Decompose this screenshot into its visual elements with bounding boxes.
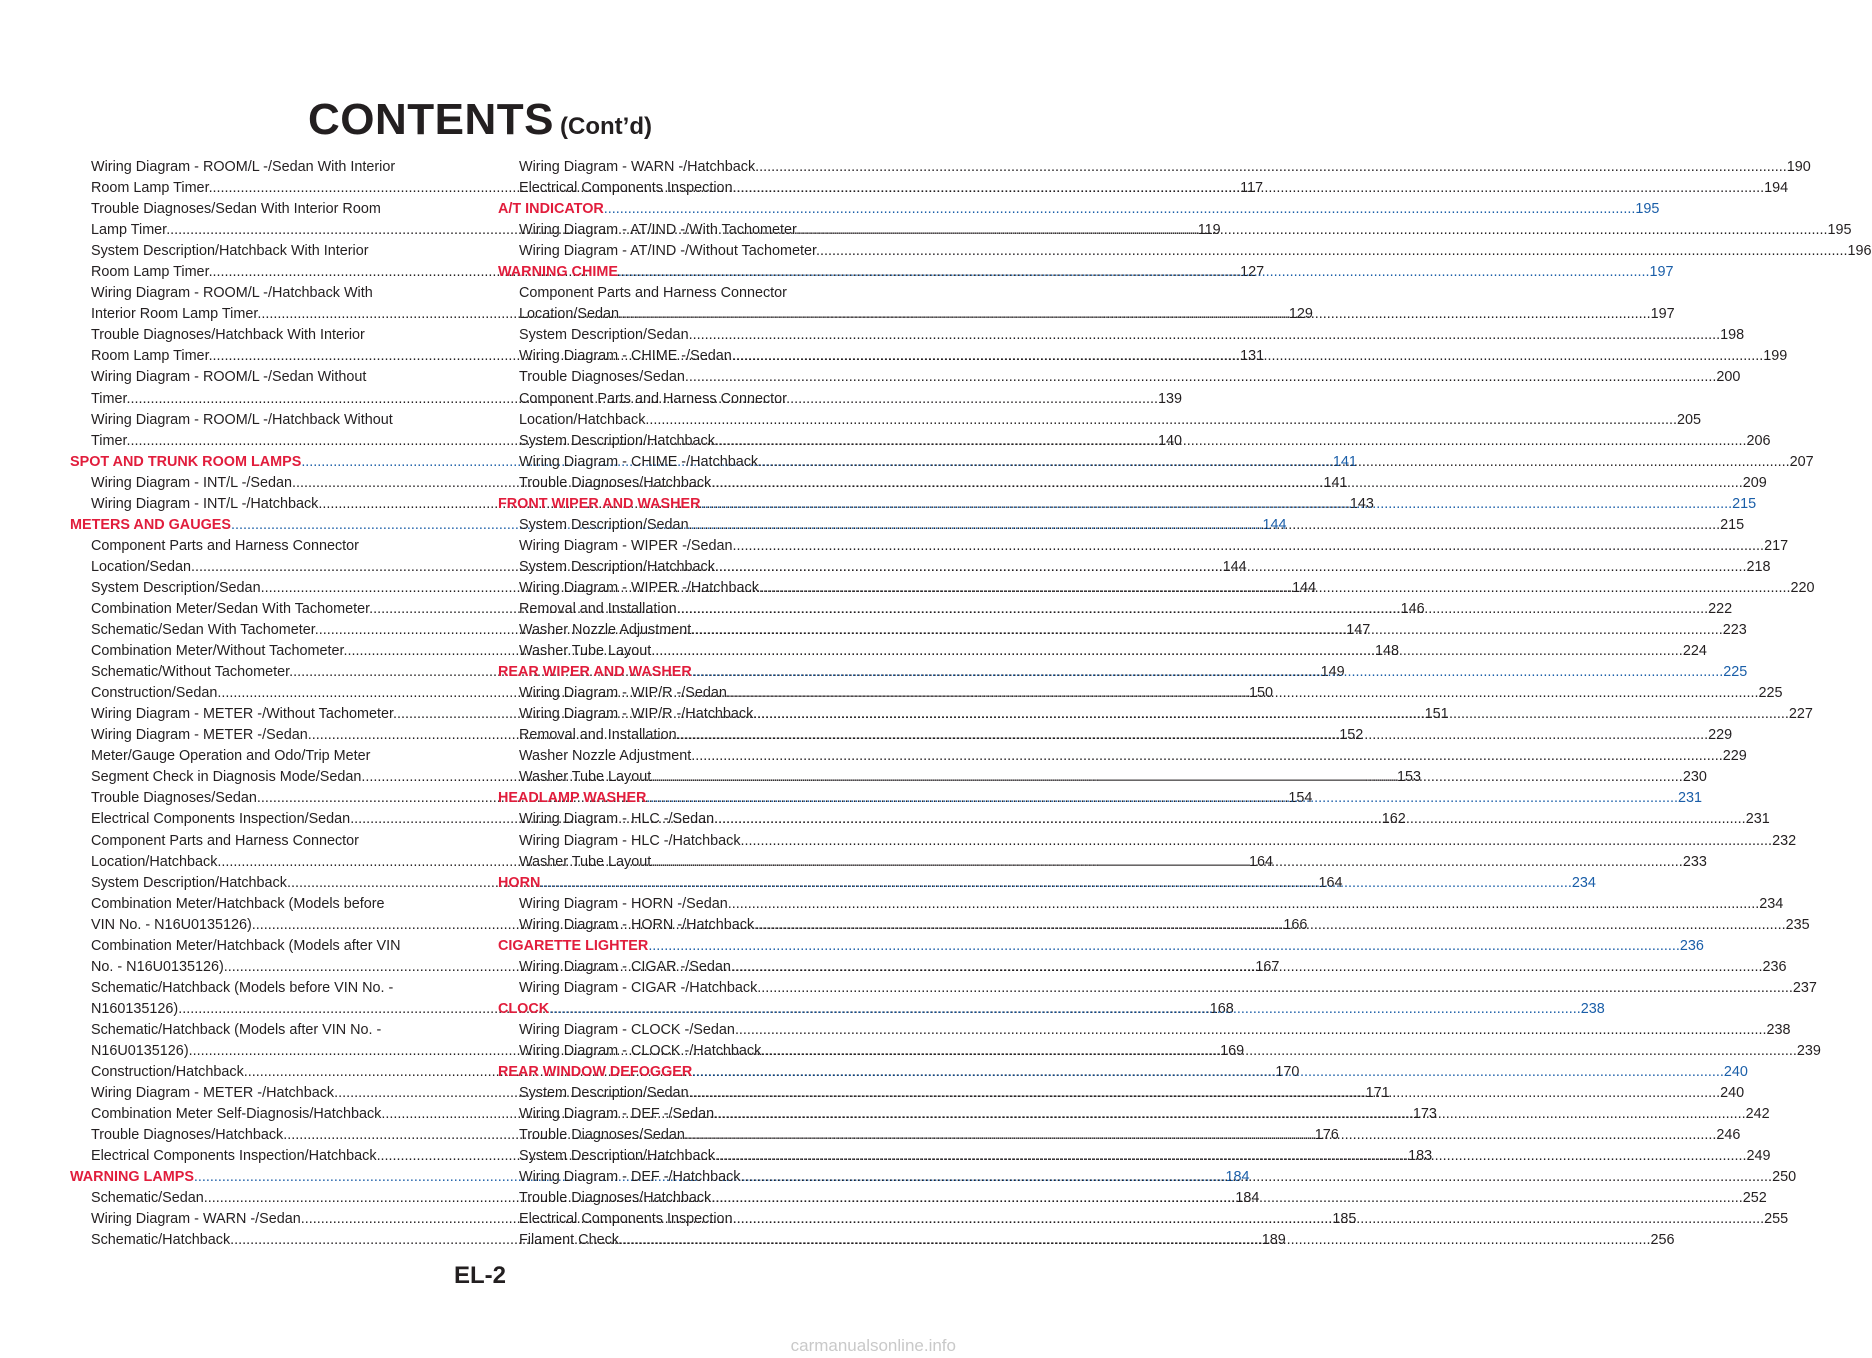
dot-leader — [689, 517, 1721, 533]
toc-page-number: 170 — [1275, 1064, 1300, 1081]
toc-entry-label: Combination Meter/Sedan With Tachometer — [91, 600, 370, 617]
toc-page-number: 223 — [1722, 622, 1747, 639]
toc-entry-label: Wiring Diagram - WARN -/Hatchback — [519, 159, 756, 175]
toc-page-number: 235 — [1785, 916, 1810, 933]
toc-entry-label: Wiring Diagram - ROOM/L -/Sedan With Interior — [91, 159, 396, 175]
toc-page-number: 220 — [1790, 579, 1815, 596]
toc-page-number: 242 — [1745, 1106, 1770, 1123]
toc-entry-label: CIGARETTE LIGHTER — [498, 937, 649, 954]
toc-entry-label: Washer Tube Layout — [519, 769, 652, 786]
toc-entry-label: System Description/Hatchback — [519, 1148, 715, 1165]
toc-entry[interactable] — [498, 241, 1872, 262]
toc-entry-label: N16U0135126) — [91, 1042, 189, 1059]
toc-entry[interactable] — [498, 894, 1784, 915]
toc-page-number: 147 — [1346, 622, 1371, 639]
toc-page-number: 151 — [1424, 706, 1449, 723]
toc-entry-line — [519, 1020, 1791, 1041]
toc-page-number: 144 — [1262, 516, 1287, 533]
dot-leader — [757, 706, 1789, 722]
toc-entry-line — [519, 389, 864, 410]
toc-page-number: 232 — [1772, 832, 1797, 849]
toc-entry-label: N160135126) — [91, 1000, 179, 1017]
dot-leader — [692, 1064, 1724, 1080]
toc-entry-label: Wiring Diagram - CHIME -/Hatchback — [519, 453, 759, 470]
toc-entry-label: Room Lamp Timer — [91, 180, 209, 197]
dot-leader — [754, 917, 1786, 933]
toc-page-number: 148 — [1375, 643, 1400, 660]
toc-entry-line — [91, 894, 464, 915]
toc-page-number: 117 — [1240, 180, 1264, 197]
toc-entry-label: Trouble Diagnoses/Hatchback — [519, 1190, 712, 1207]
toc-entry-line — [498, 199, 1660, 220]
toc-page-number: 143 — [1349, 495, 1374, 512]
toc-page-number: 233 — [1682, 853, 1707, 870]
dot-leader — [692, 664, 1724, 680]
toc-entry-label: System Description/Hatchback — [519, 558, 715, 575]
toc-entry-label: System Description/Hatchback With Interior — [91, 243, 369, 260]
toc-entry-label: Washer Tube Layout — [519, 643, 652, 660]
toc-entry-label: Timer — [91, 390, 127, 407]
toc-entry-label: Wiring Diagram - METER -/Hatchback — [91, 1085, 335, 1102]
dot-leader — [685, 1127, 1717, 1143]
dot-leader — [711, 475, 1743, 491]
toc-entry-label: Electrical Components Inspection — [519, 180, 733, 197]
toc-entry-label: Wiring Diagram - INT/L -/Sedan — [91, 474, 292, 491]
dot-leader — [549, 1001, 1581, 1017]
toc-entry-label: Combination Meter/Hatchback (Models before — [91, 895, 385, 912]
toc-entry-line — [91, 936, 464, 957]
toc-page-number: 164 — [1318, 874, 1343, 891]
toc-section-heading[interactable] — [498, 936, 1704, 957]
toc-entry-label: Wiring Diagram - AT/IND -/With Tachometer — [519, 222, 796, 239]
toc-entry-label: WARNING LAMPS — [70, 1169, 194, 1186]
toc-page-number: 222 — [1708, 600, 1733, 617]
toc-entry-label: System Description/Sedan — [91, 579, 261, 596]
toc-entry-label: Washer Nozzle Adjustment — [519, 622, 692, 639]
dot-leader — [691, 622, 1723, 638]
dot-leader — [619, 306, 1651, 322]
toc-page-number: 144 — [1292, 579, 1317, 596]
toc-entry-line — [91, 283, 464, 304]
toc-entry-label: Wiring Diagram - METER -/Sedan — [91, 727, 308, 744]
toc-page-number: 234 — [1571, 874, 1596, 891]
dot-leader — [646, 790, 1678, 806]
toc-entry-label: FRONT WIPER AND WASHER — [498, 495, 701, 512]
toc-entry-label: Wiring Diagram - HLC -/Hatchback — [519, 832, 741, 849]
toc-entry-label: Wiring Diagram - WIP/R -/Sedan — [519, 685, 727, 702]
toc-page-number: 189 — [1261, 1232, 1286, 1249]
toc-entry-label: Trouble Diagnoses/Sedan — [91, 790, 257, 807]
dot-leader — [733, 1211, 1765, 1227]
dot-leader — [714, 1106, 1746, 1122]
toc-entry-line — [519, 746, 1747, 767]
toc-entry-label: Segment Check in Diagnosis Mode/Sedan. — [91, 769, 366, 786]
dot-leader — [651, 643, 1683, 659]
toc-entry-label: Combination Meter/Without Tachometer — [91, 643, 344, 660]
toc-page-number: 237 — [1792, 979, 1817, 996]
toc-entry[interactable] — [498, 157, 1811, 178]
toc-page-number: 184 — [1235, 1190, 1260, 1207]
dot-leader — [796, 222, 1828, 238]
dot-leader — [651, 854, 1683, 870]
toc-page-number: 131 — [1240, 348, 1265, 365]
toc-entry-label: Trouble Diagnoses/Hatchback With Interior — [91, 327, 365, 344]
toc-page-number: 141 — [1323, 474, 1348, 491]
toc-page-number: 173 — [1412, 1106, 1437, 1123]
toc-entry[interactable] — [498, 978, 1817, 999]
toc-page-number: 190 — [1786, 159, 1811, 175]
toc-page-number: 207 — [1789, 453, 1814, 470]
toc-entry-label: System Description/Sedan — [519, 516, 689, 533]
toc-entry-label: Electrical Components Inspection — [519, 1211, 733, 1228]
dot-leader — [715, 1148, 1747, 1164]
toc-entry-label: Component Parts and Harness Connector — [519, 390, 787, 407]
toc-entry-line — [498, 936, 1704, 957]
toc-entry-label: REAR WINDOW DEFOGGER — [498, 1064, 693, 1081]
toc-entry[interactable] — [498, 367, 1741, 388]
toc-page-number: 162 — [1381, 811, 1406, 828]
toc-entry-label: Room Lamp Timer — [91, 264, 209, 281]
toc-page-number: 252 — [1742, 1190, 1767, 1207]
toc-page-number: 196 — [1847, 243, 1872, 260]
dot-leader — [685, 369, 1717, 385]
toc-entry-label: Wiring Diagram - ROOM/L -/Sedan Without — [91, 369, 367, 386]
toc-entry-label: Location/Sedan — [91, 558, 192, 575]
toc-page-number: 197 — [1649, 264, 1674, 281]
toc-page-number: 240 — [1723, 1064, 1748, 1081]
toc-page-number: 171 — [1365, 1085, 1390, 1102]
dot-leader — [618, 264, 1650, 280]
dot-leader — [701, 496, 1733, 512]
toc-entry-label: Schematic/Hatchback — [91, 1232, 231, 1249]
toc-page-number: 230 — [1682, 769, 1707, 786]
toc-entry-line — [91, 1020, 464, 1041]
watermark: carmanualsonline.info — [790, 1336, 956, 1355]
dot-leader — [816, 243, 1848, 259]
toc-entry-label: System Description/Hatchback — [91, 874, 287, 891]
toc-entry[interactable] — [498, 325, 1745, 346]
dot-leader — [727, 685, 1759, 701]
toc-page-number: 166 — [1283, 916, 1308, 933]
toc-page-number: 141 — [1332, 453, 1357, 470]
toc-entry-label: Component Parts and Harness Connector — [91, 537, 359, 554]
toc-entry-label: Trouble Diagnoses/Hatchback — [519, 474, 712, 491]
toc-entry-label: Wiring Diagram - WIPER -/Sedan — [519, 537, 733, 554]
toc-page-number: 205 — [1676, 411, 1701, 428]
dot-leader — [731, 959, 1763, 975]
toc-page-number: 153 — [1396, 769, 1421, 786]
toc-entry-label: Interior Room Lamp Timer — [91, 306, 258, 323]
toc-entry[interactable] — [498, 1020, 1791, 1041]
toc-page-number: 218 — [1746, 558, 1771, 575]
toc-page-number: 217 — [1764, 537, 1789, 554]
dot-leader — [689, 1085, 1721, 1101]
toc-page-number: 140 — [1158, 432, 1183, 449]
toc-entry-label: Electrical Components Inspection/Hatchback — [91, 1148, 377, 1165]
dot-leader — [711, 1190, 1743, 1206]
toc-entry-line — [519, 157, 1811, 178]
toc-entry-label: WARNING CHIME — [498, 264, 618, 281]
toc-page-number: 238 — [1766, 1021, 1791, 1038]
toc-entry-label: Schematic/Without Tachometer — [91, 664, 290, 681]
toc-entry-label: Removal and Installation — [519, 727, 677, 744]
toc-entry-line — [91, 157, 464, 178]
toc-entry-label: Combination Meter/Hatchback (Models after VIN — [91, 937, 401, 954]
dot-leader — [648, 938, 1680, 954]
toc-entry-label: Construction/Sedan — [91, 685, 218, 702]
toc-entry-label: Location/Hatchback — [91, 853, 218, 870]
toc-entry[interactable] — [498, 831, 1797, 852]
toc-entry-line — [91, 831, 464, 852]
toc-entry-label: Schematic/Sedan With Tachometer — [91, 622, 315, 639]
toc-page-number: 200 — [1716, 369, 1741, 386]
toc-entry-label: CLOCK — [498, 1000, 550, 1017]
toc-page-number: 139 — [1158, 390, 1183, 407]
toc-entry-label: Trouble Diagnoses/Hatchback — [91, 1127, 284, 1144]
toc-page-number: 129 — [1288, 306, 1313, 323]
toc-page-number: 215 — [1720, 516, 1745, 533]
toc-page-number: 234 — [1759, 895, 1784, 912]
toc-entry-label: Trouble Diagnoses/Sedan — [519, 369, 685, 386]
toc-page-number: 215 — [1732, 495, 1757, 512]
dot-leader — [715, 559, 1747, 575]
dot-leader — [741, 833, 1773, 849]
toc-entry-label: System Description/Hatchback — [519, 432, 715, 449]
toc-entry-label: Removal and Installation — [519, 600, 677, 617]
toc-page-number: 146 — [1400, 600, 1425, 617]
toc-entry-label: SPOT AND TRUNK ROOM LAMPS — [70, 453, 302, 470]
dot-leader — [735, 1022, 1767, 1038]
toc-page-number: 168 — [1209, 1000, 1234, 1017]
toc-page-number: 236 — [1762, 958, 1787, 975]
toc-entry-line — [91, 746, 464, 767]
toc-entry-line — [91, 367, 464, 388]
toc-entry-label: Wiring Diagram - CLOCK -/Hatchback. — [519, 1042, 766, 1059]
toc-entry-label: Schematic/Sedan — [91, 1190, 204, 1207]
toc-entry-label: Wiring Diagram - HORN -/Sedan — [519, 895, 728, 912]
dot-leader — [689, 327, 1721, 343]
toc-entry-label: Wiring Diagram - DEF -/Hatchback — [519, 1169, 741, 1186]
dot-leader — [759, 580, 1791, 596]
toc-page-number: 152 — [1339, 727, 1364, 744]
toc-page-number: 195 — [1827, 222, 1852, 239]
toc-page-number: 236 — [1679, 937, 1704, 954]
toc-entry-line — [91, 241, 464, 262]
toc-entry-label: Wiring Diagram - AT/IND -/Without Tachometer — [519, 243, 816, 260]
toc-page-number: 194 — [1764, 180, 1789, 197]
toc-entry-label: No. - N16U0135126) — [91, 958, 224, 975]
title-continued: (Cont’d) — [560, 113, 652, 140]
toc-entry[interactable] — [498, 536, 1789, 557]
toc-page-number: 224 — [1682, 643, 1707, 660]
toc-entry-label: Lamp Timer — [91, 222, 167, 239]
toc-entry-line — [519, 894, 1784, 915]
toc-entry-label: Wiring Diagram - CIGAR -/Hatchback. — [519, 979, 762, 996]
toc-page-number: 225 — [1723, 664, 1748, 681]
toc-page-number: 183 — [1408, 1148, 1433, 1165]
toc-entry-label: System Description/Sedan — [519, 327, 689, 344]
toc-page-number: 255 — [1764, 1211, 1789, 1228]
toc-entry-label: Wiring Diagram - CIGAR -/Sedan — [519, 958, 731, 975]
toc-entry-label: Washer Tube Layout — [519, 853, 652, 870]
toc-page-number: 176 — [1314, 1127, 1339, 1144]
toc-entry-line — [519, 241, 1872, 262]
toc-entry-label: Wiring Diagram - INT/L -/Hatchback — [91, 495, 319, 512]
toc-entry-label: Wiring Diagram - ROOM/L -/Hatchback With — [91, 285, 373, 302]
toc-entry-label: Filament Check — [519, 1232, 619, 1249]
toc-page-number: 229 — [1708, 727, 1733, 744]
toc-page-number: 198 — [1720, 327, 1745, 344]
toc-entry-label: Wiring Diagram - WARN -/Sedan — [91, 1211, 301, 1228]
dot-leader — [741, 1169, 1773, 1185]
dot-leader — [765, 1043, 1797, 1059]
toc-page-number: 127 — [1240, 264, 1265, 281]
dot-leader — [651, 769, 1683, 785]
toc-entry-line — [519, 831, 1797, 852]
toc-entry-label: Room Lamp Timer — [91, 348, 209, 365]
toc-page-number: 239 — [1796, 1042, 1821, 1059]
toc-entry-label: Wiring Diagram - CLOCK -/Sedan — [519, 1021, 735, 1038]
toc-entry-line — [91, 978, 464, 999]
toc-entry-label: Component Parts and Harness Connector — [519, 285, 787, 302]
toc-entry-label: Location/Sedan — [519, 306, 620, 323]
page-code: EL-2 — [453, 1262, 506, 1289]
toc-page-number: 167 — [1255, 958, 1280, 975]
dot-leader — [677, 727, 1709, 743]
toc-page-number: 195 — [1635, 201, 1660, 218]
dot-leader — [677, 601, 1709, 617]
dot-leader — [645, 412, 1677, 428]
toc-entry-label: REAR WIPER AND WASHER — [498, 664, 692, 681]
toc-entry-label: Trouble Diagnoses/Sedan — [519, 1127, 685, 1144]
toc-entry-label: A/T INDICATOR — [498, 201, 604, 218]
toc-entry-label: Combination Meter Self-Diagnosis/Hatchback — [91, 1106, 382, 1123]
toc-page-number: 169 — [1220, 1042, 1245, 1059]
toc-page-number: 164 — [1248, 853, 1273, 870]
toc-page-number: 144 — [1222, 558, 1247, 575]
toc-entry-label: VIN No. - N16U0135126) — [91, 916, 252, 933]
toc-entry-label: Timer — [91, 432, 127, 449]
toc-entry-line — [519, 410, 1701, 431]
toc-entry-label: Wiring Diagram - METER -/Without Tachometer — [91, 706, 394, 723]
dot-leader — [733, 538, 1765, 554]
toc-page-number: 209 — [1742, 474, 1767, 491]
toc-entry-label: Wiring Diagram - WIPER -/Hatchback — [519, 579, 759, 596]
dot-leader — [758, 454, 1790, 470]
toc-page-number: 231 — [1745, 811, 1770, 828]
dot-leader — [714, 811, 1746, 827]
toc-entry-label: Washer Nozzle Adjustment — [519, 748, 692, 765]
toc-entry-label: HEADLAMP WASHER — [498, 790, 647, 807]
dot-leader — [540, 875, 1572, 891]
toc-page-number: 206 — [1746, 432, 1771, 449]
toc-entry-label: HORN — [498, 874, 541, 891]
toc-entry-label: Wiring Diagram - CHIME -/Sedan — [519, 348, 732, 365]
toc-page-number: 225 — [1758, 685, 1783, 702]
toc-page-number: 185 — [1332, 1211, 1357, 1228]
toc-entry-label: Wiring Diagram - HLC -/Sedan — [519, 811, 715, 828]
toc-entry-line — [91, 536, 464, 557]
toc-entry-label: Wiring Diagram - HORN -/Hatchback — [519, 916, 755, 933]
toc-section-heading[interactable] — [498, 199, 1660, 220]
toc-page-number: 149 — [1320, 664, 1345, 681]
toc-entry-line — [519, 367, 1741, 388]
toc-entry-label: Meter/Gauge Operation and Odo/Trip Meter — [91, 748, 371, 765]
toc-page-number: 229 — [1722, 748, 1747, 765]
toc-entry-label: Location/Hatchback — [519, 411, 646, 428]
toc-page-number: 119 — [1197, 222, 1221, 239]
toc-entry-line — [519, 283, 864, 304]
toc-entry-label: Component Parts and Harness Connector — [91, 832, 359, 849]
toc-entry-line — [519, 325, 1745, 346]
toc-page-number: 250 — [1772, 1169, 1797, 1186]
toc-entry-label: Electrical Components Inspection/Sedan — [91, 811, 351, 828]
toc-entry-line — [91, 410, 464, 431]
toc-page-number: 154 — [1288, 790, 1313, 807]
toc-entry-line — [519, 978, 1817, 999]
toc-page-number: 199 — [1763, 348, 1788, 365]
dot-leader — [732, 348, 1764, 364]
toc-page-number: 197 — [1650, 306, 1675, 323]
toc-entry-line — [519, 536, 1789, 557]
dot-leader — [728, 896, 1760, 912]
dot-leader — [755, 159, 1787, 175]
toc-entry-label: System Description/Sedan — [519, 1085, 689, 1102]
toc-page-number: 227 — [1788, 706, 1813, 723]
toc-entry-label: Wiring Diagram - ROOM/L -/Hatchback Without — [91, 411, 393, 428]
toc-page-number: 238 — [1580, 1000, 1605, 1017]
dot-leader — [761, 980, 1793, 996]
toc-page-number: 256 — [1650, 1232, 1675, 1249]
dot-leader — [604, 201, 1636, 217]
page-title — [0, 95, 960, 144]
toc-entry-label: Wiring Diagram - DEF -/Sedan — [519, 1106, 715, 1123]
toc-page-number: 184 — [1225, 1169, 1250, 1186]
dot-leader — [619, 1232, 1651, 1248]
dot-leader — [691, 748, 1723, 764]
toc-entry-label: Schematic/Hatchback (Models before VIN No. - — [91, 979, 394, 996]
toc-entry-label: Construction/Hatchback — [91, 1064, 244, 1081]
toc-entry-label: Schematic/Hatchback (Models after VIN No. - — [91, 1021, 382, 1038]
toc-entry-line — [91, 199, 464, 220]
toc-page-number: 249 — [1746, 1148, 1771, 1165]
toc-entry-label: Wiring Diagram - WIP/R -/Hatchback. — [519, 706, 758, 723]
toc-entry-line — [91, 325, 464, 346]
toc-page-number: 240 — [1720, 1085, 1745, 1102]
dot-leader — [733, 180, 1765, 196]
title-main: CONTENTS — [308, 95, 555, 144]
toc-entry-label: METERS AND GAUGES — [70, 516, 231, 533]
toc-entry-label: Trouble Diagnoses/Sedan With Interior Room — [91, 201, 381, 218]
toc-page-number: 231 — [1678, 790, 1703, 807]
toc-page-number: 246 — [1716, 1127, 1741, 1144]
toc-entry[interactable] — [498, 746, 1747, 767]
dot-leader — [715, 433, 1747, 449]
toc-page-number: 150 — [1248, 685, 1273, 702]
